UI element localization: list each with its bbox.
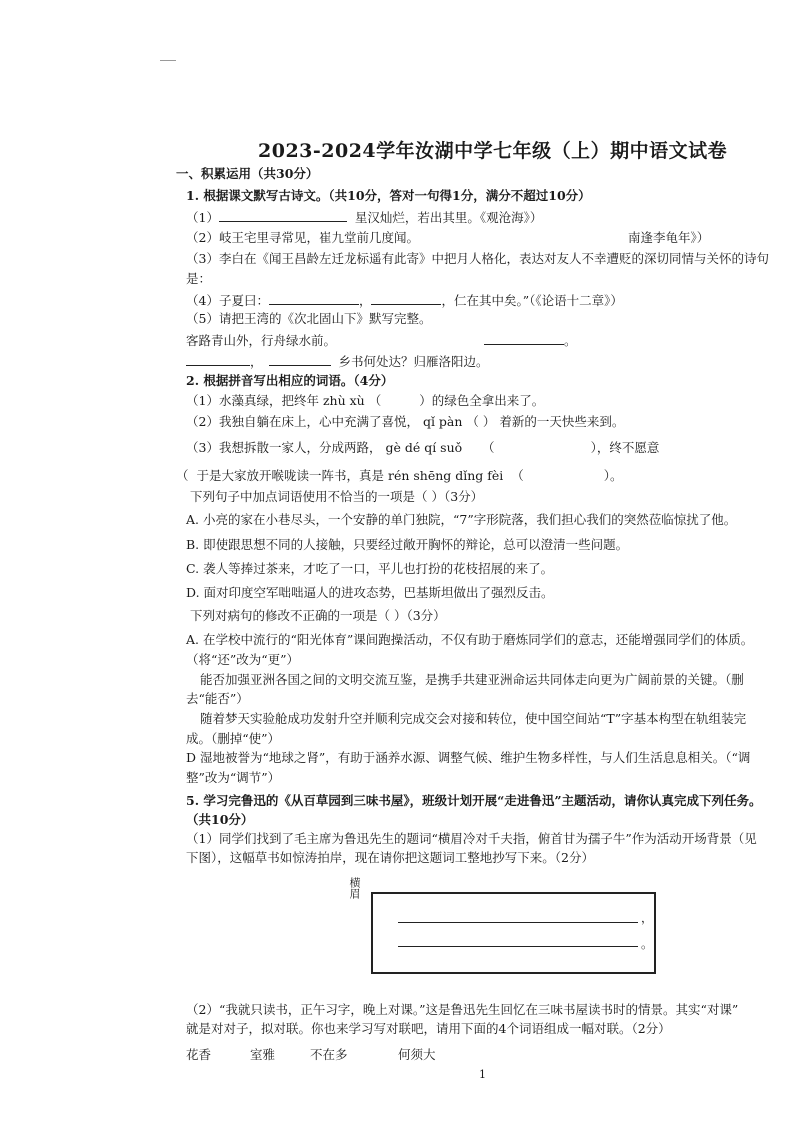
q2-item2-paren[interactable]: （ ）: [466, 414, 496, 429]
q2-item1-post: 的绿色全拿出来了。: [431, 393, 545, 408]
answer-blank[interactable]: [219, 208, 347, 222]
calligraphy-caption: 横眉: [348, 877, 361, 899]
q4-option-a-line1: A. 在学校中流行的“阳光体育”课间跑操活动，不仅有助于磨炼同学们的意志，还能增强同学们的体质。: [186, 632, 754, 647]
answer-blank[interactable]: [269, 291, 359, 305]
q5-stem-line1: 5. 学习完鲁迅的《从百草园到三味书屋》，班级计划开展“走进鲁迅”主题活动，请你认真完成下列任务。: [186, 793, 762, 808]
q1-item4-num: （4）子夏曰：: [186, 293, 269, 308]
q4-option-c-line2: 成。（删掉“使”）: [186, 731, 281, 746]
q2-item3-paren-close: ）: [590, 440, 597, 455]
q2-item3-paren-open: （: [482, 440, 495, 455]
q1-item2-text: （2）岐王宅里寻常见，崔九堂前几度闻。: [186, 230, 419, 245]
q2-item2-pinyin: qǐ pàn: [422, 414, 463, 429]
q2-item2-pre: （2）我独自躺在床上，心中充满了喜悦，: [186, 414, 419, 429]
couplet-word: 花香: [186, 1047, 212, 1062]
q5-part1-line2: 下图），这幅草书如惊涛拍岸，现在请你把这题词工整地抄写下来。（2分）: [186, 850, 594, 865]
answer-blank[interactable]: [186, 352, 250, 366]
answer-line-2-period: 。: [641, 937, 654, 951]
q2-item4-pre: （: [176, 468, 189, 483]
q2-item1-pre: （1）水藻真绿，把终年: [186, 393, 319, 408]
answer-line-2[interactable]: [398, 946, 638, 947]
q1-item5-line3: [186, 352, 488, 370]
q2-item1-pinyin: zhù xù: [322, 393, 365, 408]
q4-stem: 下列对病句的修改不正确的一项是（ ）（3分）: [190, 608, 446, 623]
answer-line-1[interactable]: [398, 922, 638, 923]
q2-item1-paren-open: （: [368, 393, 382, 408]
answer-blank[interactable]: [371, 291, 441, 305]
couplet-word: 何须大: [398, 1047, 436, 1062]
q1-stem: 1. 根据课文默写古诗文。（共10分，答对一句得1分，满分不超过10分）: [186, 188, 591, 203]
q1-item3-line1: （3）李白在《闻王昌龄左迁龙标遥有此寄》中把月人格化，表达对友人不幸遭贬的深切同情与关怀的诗句: [186, 251, 769, 266]
q1-item5-verse-end: 乡书何处达？归雁洛阳边。: [338, 354, 489, 369]
answer-line-1-comma: ，: [641, 911, 654, 925]
couplet-word: 室雅: [250, 1047, 276, 1062]
q4-option-b-line2: 去“能否”）: [186, 691, 249, 706]
page-number: 1: [479, 1068, 486, 1081]
q3-option-d: D. 面对印度空军咄咄逼人的进攻态势，巴基斯坦做出了强烈反击。: [186, 585, 554, 600]
q1-item3-line2: 是：: [186, 271, 212, 286]
q2-item4-mid: 于是大家放开喉咙读一阵书，真是: [196, 468, 384, 483]
q2-item4-pinyin: rén shēng dǐng fèi: [387, 468, 504, 483]
q3-stem: 下列句子中加点词语使用不恰当的一项是（ ）（3分）: [190, 489, 484, 504]
q5-part2-line1: （2）“我就只读书，正午习字，晚上对课。”这是鲁迅先生回忆在三味书屋读书时的情景。其实“对课”: [186, 1002, 739, 1017]
section-heading: 一、积累运用（共30分）: [176, 166, 319, 181]
q1-item1-text: 星汉灿烂，若出其里。《观沧海》）: [354, 210, 543, 225]
q1-item5-line1: （5）请把王湾的《次北固山下》默写完整。: [186, 311, 432, 326]
q2-item4-paren-close: ）: [603, 468, 611, 483]
q2-item3-pre: （3）我想拆散一家人，分成两路，: [186, 440, 382, 455]
q2-stem: 2. 根据拼音写出相应的词语。（4分）: [186, 373, 394, 388]
q4-option-d-line1: D 湿地被誉为“地球之肾”，有助于涵养水源、调整气候、维护生物多样性，与人们生活息息相关。（“调: [186, 750, 751, 765]
q1-item1: [186, 208, 542, 226]
q1-item1-num: （1）: [186, 210, 219, 225]
q2-item3-post: ，终不愿意: [596, 440, 660, 455]
q4-option-d-line2: 整”改为“调节”）: [186, 770, 281, 785]
q5-part1-line1: （1）同学们找到了毛主席为鲁迅先生的题词“横眉冷对千夫指，俯首甘为孺子牛”作为活动开场背景（见: [186, 831, 757, 846]
q1-item4: （4）子夏曰： ， ，仁在其中矣。”（《论语十二章》）: [186, 293, 623, 308]
q2-item4: [176, 468, 623, 484]
q2-item2-post: 着新的一天快些来到。: [499, 414, 625, 429]
q2-item4-post: 。: [610, 468, 623, 483]
q3-option-b: B. 即使跟思想不同的人接触，只要经过敞开胸怀的辩论，总可以澄清一些问题。: [186, 537, 629, 552]
q5-stem-line2: （共10分）: [186, 812, 254, 827]
q1-item5-period: 。: [564, 333, 577, 348]
scan-mark: [160, 60, 176, 61]
q4-option-b-line1: 能否加强亚洲各国之间的文明交流互鉴，是携手共建亚洲命运共同体走向更为广阔前景的关键。（删: [200, 672, 744, 687]
q1-item2-source: 南逢李龟年》）: [628, 230, 710, 245]
q1-item5-comma: ，: [250, 354, 263, 369]
couplet-word: 不在多: [310, 1047, 348, 1062]
exam-title: 2023-2024学年汝湖中学七年级（上）期中语文试卷: [258, 140, 728, 162]
q2-item3-pinyin: gè dé qí suǒ: [385, 440, 463, 455]
q1-item5-line2: [186, 331, 577, 349]
answer-blank[interactable]: [484, 331, 564, 345]
q1-item2: [186, 230, 419, 246]
q2-item4-paren-open: （: [511, 468, 524, 483]
q1-item4-text: 仁在其中矣。”（《论语十二章》）: [454, 293, 623, 308]
q2-item2: [186, 414, 624, 430]
q2-item1-paren-close: ）: [419, 393, 432, 408]
q4-option-a-line2: （将“还”改为“更”）: [186, 652, 300, 667]
q2-item3: [186, 440, 659, 456]
q3-option-a: A. 小亮的家在小巷尽头，一个安静的单门独院，“7”字形院落，我们担心我们的突然莅临惊扰了他。: [186, 512, 737, 527]
q2-item1: [186, 393, 544, 409]
q4-option-c-line1: 随着梦天实验舱成功发射升空并顺利完成交会对接和转位，使中国空间站“T”字基本构型在轨组装完: [200, 711, 747, 726]
q3-option-c: C. 袭人等捧过茶来，才吃了一口，平儿也打扮的花枝招展的来了。: [186, 561, 554, 576]
copy-answer-box: [371, 892, 656, 974]
answer-blank[interactable]: [269, 352, 331, 366]
q1-item5-verse: 客路青山外，行舟绿水前。: [186, 333, 337, 348]
q5-part2-line2: 就是对对子，拟对联。你也来学习写对联吧，请用下面的4个词语组成一幅对联。（2分）: [186, 1021, 671, 1036]
